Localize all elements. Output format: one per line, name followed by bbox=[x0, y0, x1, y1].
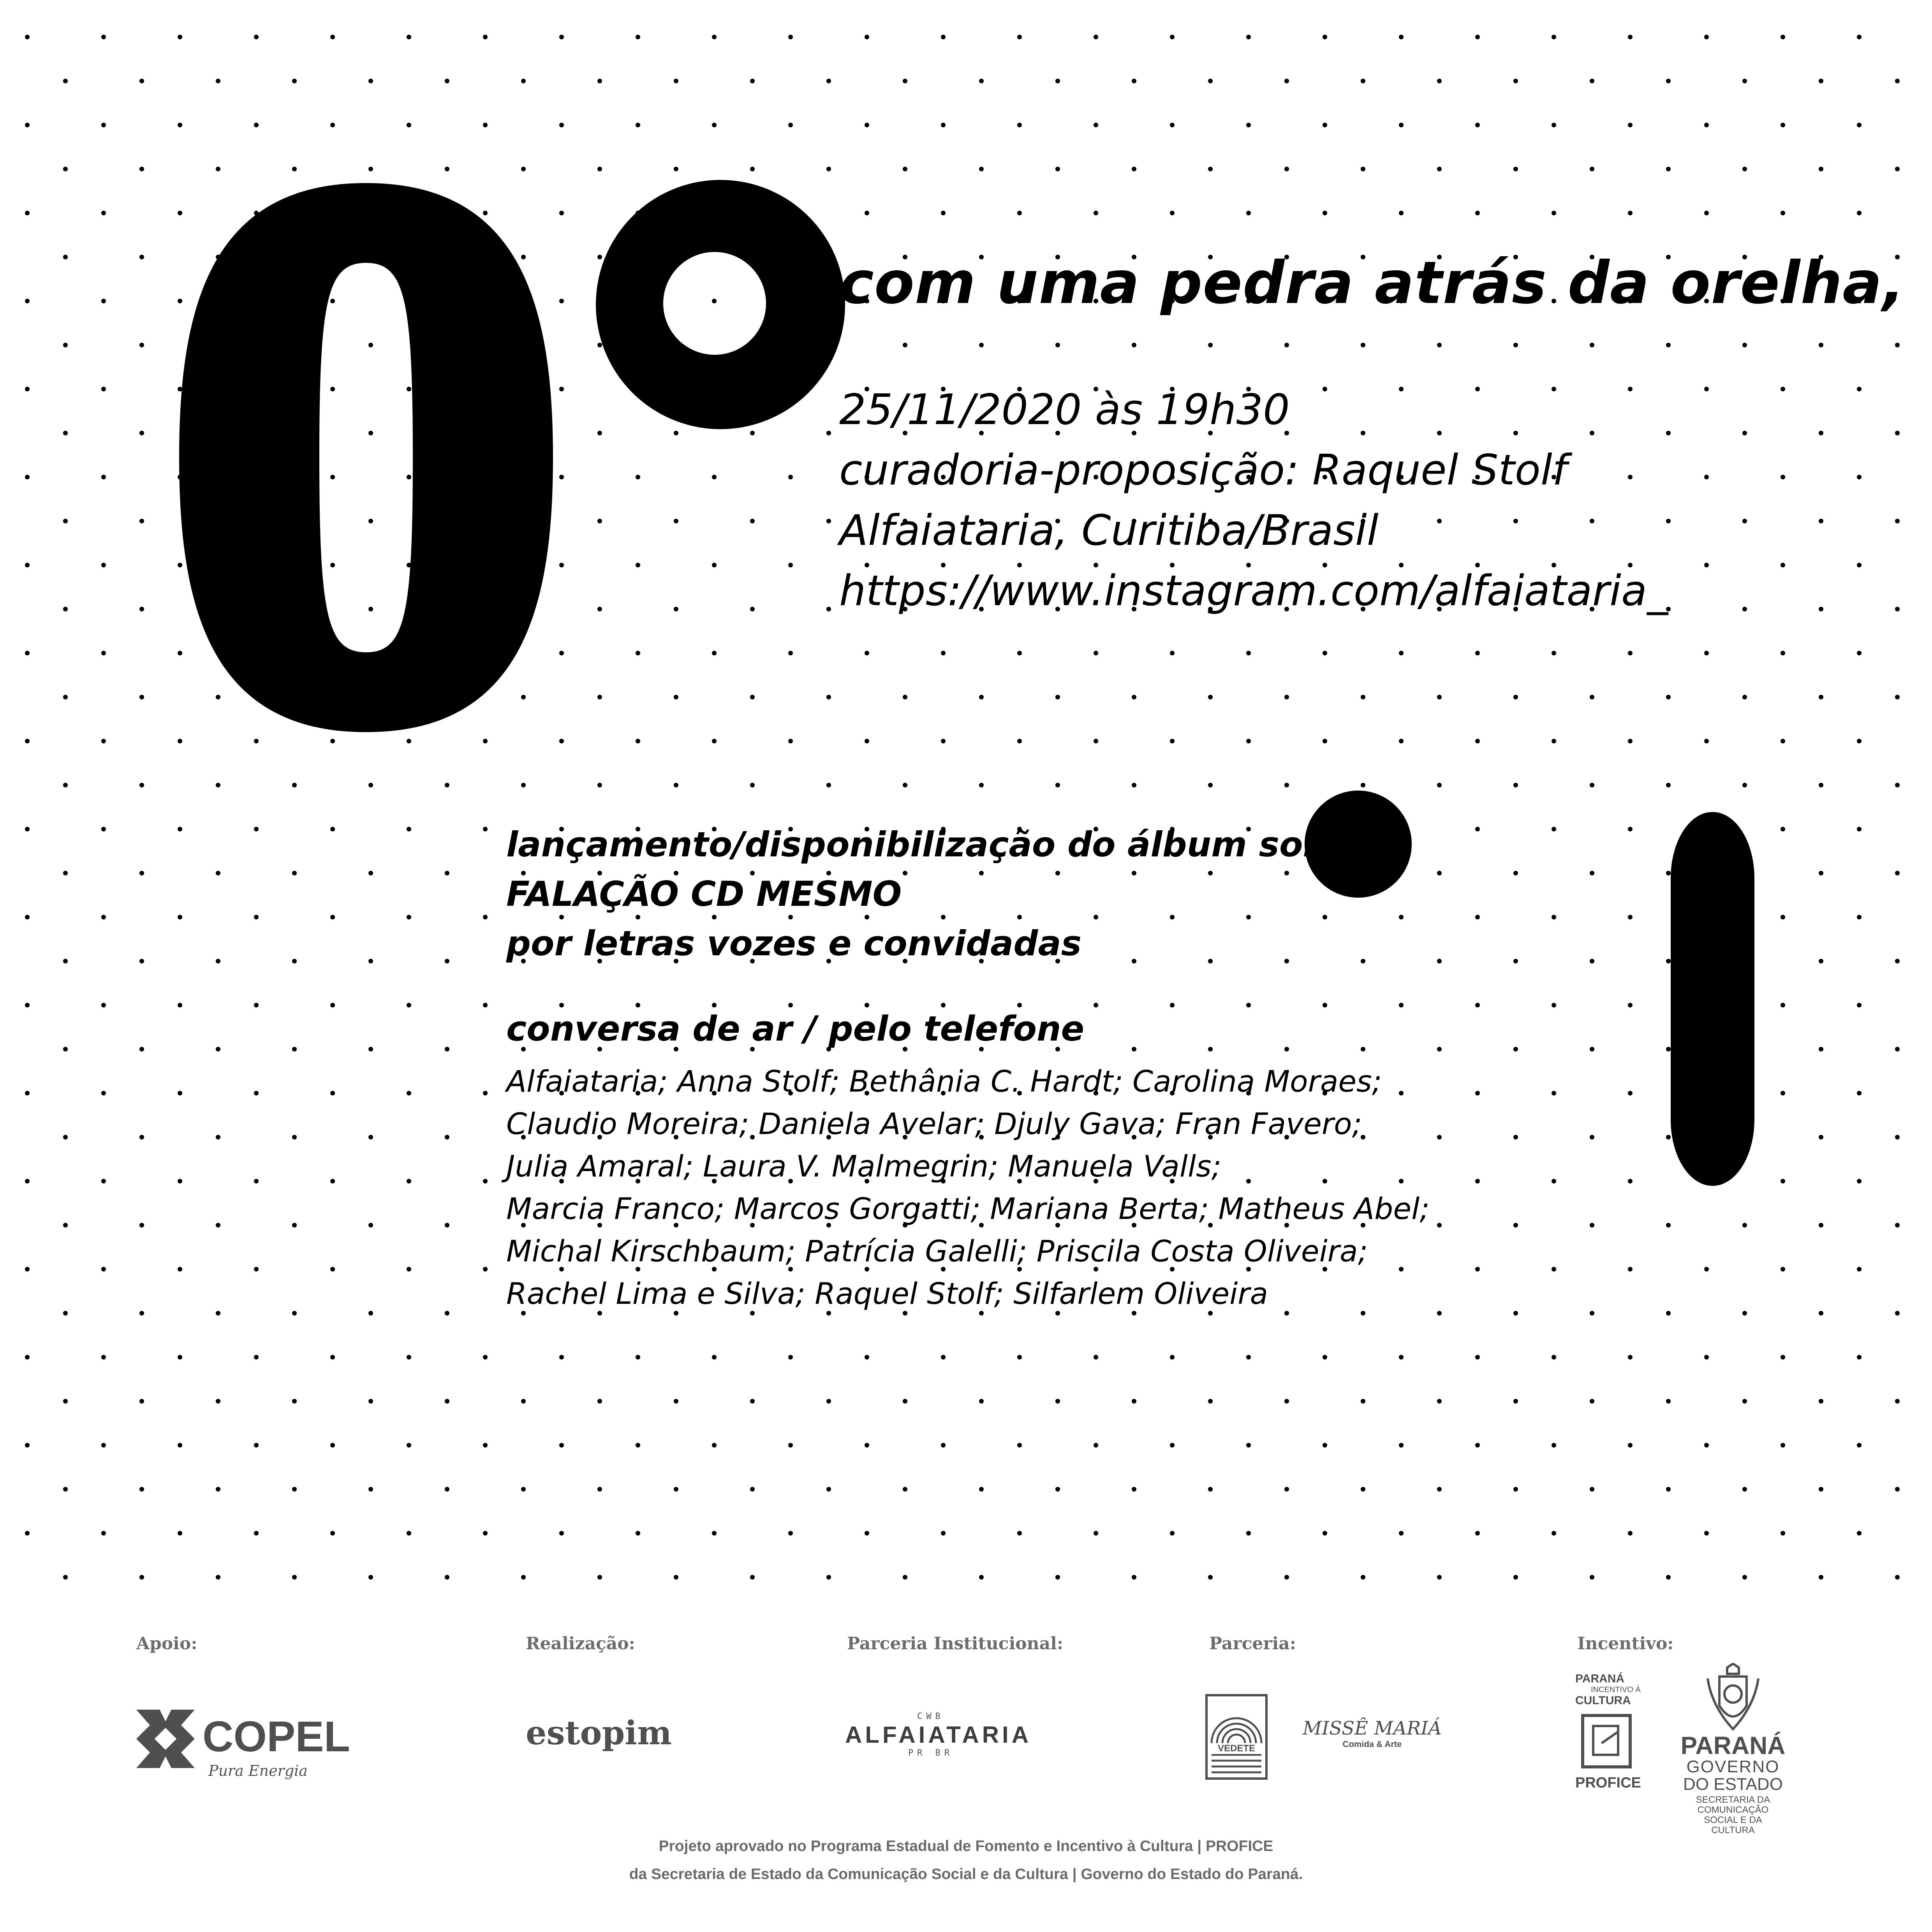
alfaiataria-top: CWB bbox=[917, 1712, 944, 1721]
copel-name: COPEL bbox=[203, 1713, 350, 1761]
parceria-label: Parceria: bbox=[1209, 1634, 1296, 1654]
copel-tagline: Pura Energia bbox=[208, 1762, 308, 1779]
vertical-bar-shape bbox=[1671, 812, 1754, 1186]
profice-top-1: PARANÁ bbox=[1575, 1672, 1625, 1685]
profice-frame-icon bbox=[1581, 1714, 1632, 1768]
funding-footnote bbox=[0, 1832, 1932, 1888]
album-launch bbox=[506, 820, 1391, 968]
apoio-label: Apoio: bbox=[136, 1634, 197, 1654]
participant-line: Alfaiataria; Anna Stolf; Bethânia C. Hardt; Carolina Moraes; bbox=[506, 1064, 1382, 1099]
misse-maria-name: MISSÊ MARIÁ bbox=[1303, 1717, 1442, 1739]
album-title: FALAÇÃO CD MESMO bbox=[506, 874, 902, 914]
incentivo-label: Incentivo: bbox=[1577, 1634, 1674, 1654]
footnote-line-1: Projeto aprovado no Programa Estadual de Fomento e Incentivo à Cultura | PROFICE bbox=[659, 1838, 1273, 1855]
misse-maria-logo bbox=[1303, 1717, 1442, 1749]
vedete-logo bbox=[1205, 1694, 1268, 1780]
participant-line: Claudio Moreira; Daniela Avelar; Djuly Gava; Fran Favero; bbox=[506, 1106, 1362, 1141]
alfaiataria-name: ALFAIATARIA bbox=[845, 1722, 1032, 1748]
parceria-institucional-label: Parceria Institucional: bbox=[847, 1634, 1064, 1654]
parana-government-logo bbox=[1675, 1663, 1791, 1835]
participant-line: Michal Kirschbaum; Patrícia Galelli; Priscila Costa Oliveira; bbox=[506, 1234, 1368, 1268]
realizacao-label: Realização: bbox=[526, 1634, 635, 1654]
launch-line-3: por letras vozes e convidadas bbox=[506, 923, 1082, 963]
alfaiataria-bottom: PR BR bbox=[908, 1748, 954, 1758]
event-date: 25/11/2020 às 19h30 bbox=[839, 386, 1290, 434]
copel-logo bbox=[136, 1710, 350, 1784]
launch-line-1: lançamento/disponibilização do álbum sonoro bbox=[506, 824, 1391, 865]
participant-line: Rachel Lima e Silva; Raquel Stolf; Silfarlem Oliveira bbox=[506, 1276, 1268, 1311]
parana-coat-of-arms-icon bbox=[1704, 1663, 1762, 1731]
parana-sec-line-1: SECRETARIA DA bbox=[1696, 1795, 1770, 1805]
profice-top-2: INCENTIVO À bbox=[1591, 1685, 1641, 1694]
misse-maria-sub: Comida & Arte bbox=[1342, 1739, 1402, 1749]
event-venue: Alfaiataria, Curitiba/Brasil bbox=[839, 506, 1379, 555]
parana-sec-line-3: SOCIAL E DA bbox=[1704, 1815, 1762, 1825]
headline: com uma pedra atrás da orelha, bbox=[839, 249, 1905, 317]
vedete-name: VEDETE bbox=[1208, 1743, 1265, 1754]
parana-sec-line-4: CULTURA bbox=[1711, 1825, 1755, 1835]
footnote-line-2: da Secretaria de Estado da Comunicação Social e da Cultura | Governo do Estado do Paraná. bbox=[629, 1866, 1303, 1883]
event-curator: curadoria-proposição: Raquel Stolf bbox=[839, 446, 1567, 495]
participant-line: Marcia Franco; Marcos Gorgatti; Mariana Berta; Matheus Abel; bbox=[506, 1191, 1430, 1226]
conversa-title: conversa de ar / pelo telefone bbox=[506, 1009, 1085, 1049]
profice-name: PROFICE bbox=[1575, 1775, 1641, 1791]
alfaiataria-logo bbox=[845, 1712, 1032, 1758]
estopim-logo: estopim bbox=[526, 1714, 672, 1752]
participant-line: Julia Amaral; Laura V. Malmegrin; Manuela Valls; bbox=[506, 1149, 1222, 1184]
big-zero-shape bbox=[179, 183, 553, 732]
parana-gov-line-1: GOVERNO bbox=[1686, 1757, 1780, 1776]
degree-ring-shape bbox=[596, 180, 845, 429]
parana-name: PARANÁ bbox=[1680, 1731, 1786, 1759]
copel-mark-icon bbox=[136, 1710, 195, 1768]
parana-sec-line-2: COMUNICAÇÃO bbox=[1697, 1805, 1769, 1815]
event-details bbox=[839, 380, 1668, 621]
event-url[interactable]: https://www.instagram.com/alfaiataria_ bbox=[839, 567, 1668, 615]
profice-logo bbox=[1575, 1673, 1645, 1791]
vedete-emblem-icon bbox=[1208, 1696, 1265, 1777]
parana-gov-line-2: DO ESTADO bbox=[1683, 1775, 1783, 1794]
participant-list bbox=[506, 1060, 1430, 1315]
profice-top-3: CULTURA bbox=[1575, 1694, 1631, 1707]
